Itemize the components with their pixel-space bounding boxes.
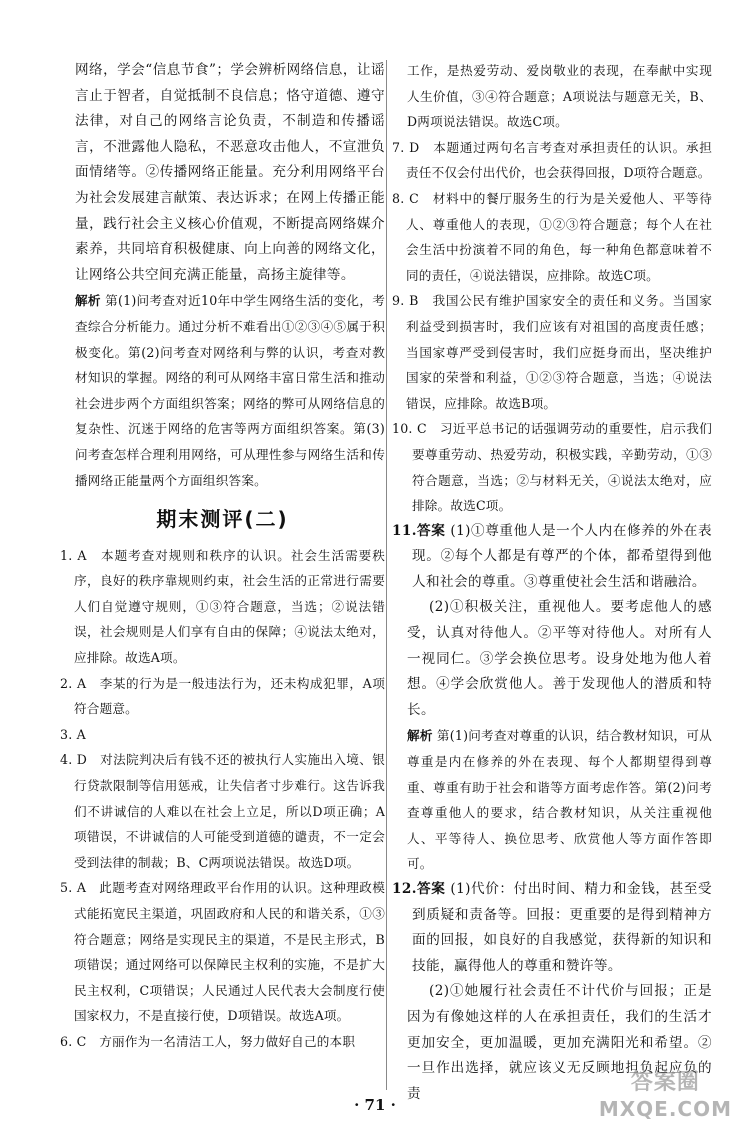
answer-item-5: 5. A 此题考查对网络理政平台作用的认识。这种理政模式能拓宽民主渠道，巩固政府和人民的和谐关系，①③符合题意；网络是实现民主的渠道，不是民主形式，B项错误；通过网络可以保障民主权利的实施，不是扩大民主权利，C项错误；人民通过人民代表大会制度行使国家权力，不是直接行使，D项错误。故选A项。 bbox=[60, 880, 385, 1024]
watermark bbox=[599, 1070, 732, 1122]
item-12-answer-part-1: (1)代价：付出时间、精力和金钱，甚至受到质疑和责备等。回报：更重要的是得到精神方面的回报，如良好的自我感觉，获得新的知识和技能，赢得他人的尊重和赞许等。 bbox=[412, 881, 712, 974]
item-12-number: 12. bbox=[392, 881, 417, 897]
answer-item-11 bbox=[392, 519, 712, 596]
column-divider bbox=[386, 60, 387, 1090]
left-column bbox=[60, 58, 385, 1055]
answer-item-3: 3. A bbox=[60, 726, 86, 742]
answer-item-9: 9. B 我国公民有维护国家安全的责任和义务。当国家利益受到损害时，我们应该有对祖国的高度责任感；当国家尊严受到侵害时，我们应挺身而出，坚决维护国家的荣誉和利益，①②③符合题意，当选；④说法错误，应排除。故选B项。 bbox=[392, 293, 712, 411]
right-column bbox=[392, 58, 712, 1107]
analysis-text: 第(1)问考查对近10年中学生网络生活的变化，考查综合分析能力。通过分析不难看出①②③④⑤属于积极变化。第(2)问考查对网络利与弊的认识，考查对教材知识的掌握。网络的利可从网络丰富日常生活和推动社会进步两个方面组织答案；网络的弊可从网络信息的复杂性、沉迷于网络的危害等两方面组织答案。第(3)问考查怎样合理利用网络，可从理性参与网络生活和传播网络正能量两个方面组织答案。 bbox=[75, 293, 385, 488]
item-11-answer-part-1: (1)①尊重他人是一个人内在修养的外在表现。②每个人都是有尊严的个体，都希望得到他人和社会的尊重。③尊重使社会生活和谐融洽。 bbox=[412, 522, 712, 590]
answer-item-2: 2. A 李某的行为是一般违法行为，还未构成犯罪，A项符合题意。 bbox=[60, 675, 385, 717]
section-heading: 期末测评(二) bbox=[156, 507, 289, 532]
answer-item-6: 6. C 方丽作为一名清洁工人，努力做好自己的本职 bbox=[60, 1033, 356, 1049]
item-12-answer-label: 答案 bbox=[416, 881, 446, 897]
answer-continuation: 网络，学会“信息节食”；学会辨析网络信息，让谣言止于智者，自觉抵制不良信息；恪守道德、遵守法律，对自己的网络言论负责，不制造和传播谣言，不泄露他人隐私，不恶意攻击他人，不宣泄负面情绪等。②传播网络正能量。充分利用网络平台为社会发展建言献策、表达诉求；在网上传播正能量，践行社会主义核心价值观，不断提高网络媒介素养，共同培育积极健康、向上向善的网络文化，让网络公共空间充满正能量，高扬主旋律等。 bbox=[75, 62, 385, 283]
answer-item-12 bbox=[392, 877, 712, 979]
watermark-line-2: MXQE.COM bbox=[598, 1097, 732, 1121]
item-11-analysis bbox=[392, 723, 712, 877]
item-12-answer-part-2: (2)①她履行社会责任不计代价与回报；正是因为有像她这样的人在承担责任，我们的生活才更加安全，更加温暖，更加充满阳光和希望。②一旦作出选择，就应该义无反顾地担负起应负的责 bbox=[407, 983, 712, 1102]
answer-item-1: 1. A 本题考查对规则和秩序的认识。社会生活需要秩序，良好的秩序靠规则约束，社会生活的正常进行需要人们自觉遵守规则，①③符合题意，当选；②说法错误，社会规则是人们享有自由的保障；④说法太绝对，应排除。故选A项。 bbox=[60, 547, 385, 666]
analysis-paragraph bbox=[60, 288, 385, 493]
answer-item-10: 10. C 习近平总书记的话强调劳动的重要性，启示我们要尊重劳动、热爱劳动，积极实践，辛勤劳动，①③符合题意，当选；②与材料无关，④说法太绝对，应排除。故选C项。 bbox=[392, 421, 712, 514]
watermark-line-1: 答案圈 bbox=[630, 1070, 700, 1095]
page-number: · 71 · bbox=[354, 1096, 396, 1114]
analysis-label: 解析 bbox=[75, 293, 101, 309]
item-11-answer-label: 答案 bbox=[416, 522, 446, 539]
answer-item-4: 4. D 对法院判决后有钱不还的被执行人实施出入境、银行贷款限制等信用惩戒，让失信者寸步难行。这告诉我们不讲诚信的人难以在社会上立足，所以D项正确；A项错误，不讲诚信的人可能受到道德的谴责，不一定会受到法律的制裁；B、C两项说法错误。故选D项。 bbox=[60, 752, 385, 870]
answer-item-6-continued: 工作，是热爱劳动、爱岗敬业的表现，在奉献中实现人生价值，③④符合题意；A项说法与题意无关，B、D两项说法错误。故选C项。 bbox=[407, 63, 712, 130]
item-11-analysis-text: 第(1)问考查对尊重的认识，结合教材知识，可从尊重是内在修养的外在表现、每个人都期望得到尊重、尊重有助于社会和谐等方面考虑作答。第(2)问考查尊重他人的要求，结合教材知识，从关注重视他人、平等待人、换位思考、欣赏他人等方面作答即可。 bbox=[407, 728, 712, 872]
answer-item-8: 8. C 材料中的餐厅服务生的行为是关爱他人、平等待人、尊重他人的表现，①②③符合题意；每个人在社会生活中扮演着不同的角色，每一种角色都意味着不同的责任，④说法错误，应排除。故选C项。 bbox=[392, 190, 712, 283]
answer-item-7: 7. D 本题通过两句名言考查对承担责任的认识。承担责任不仅会付出代价，也会获得回报，D项符合题意。 bbox=[392, 139, 712, 181]
item-11-number: 11. bbox=[392, 522, 417, 539]
item-11-answer-part-2: (2)①积极关注，重视他人。要考虑他人的感受，认真对待他人。②平等对待他人。对所有人一视同仁。③学会换位思考。设身处地为他人着想。④学会欣赏他人。善于发现他人的潜质和特长。 bbox=[407, 599, 712, 718]
item-11-analysis-label: 解析 bbox=[407, 728, 433, 744]
